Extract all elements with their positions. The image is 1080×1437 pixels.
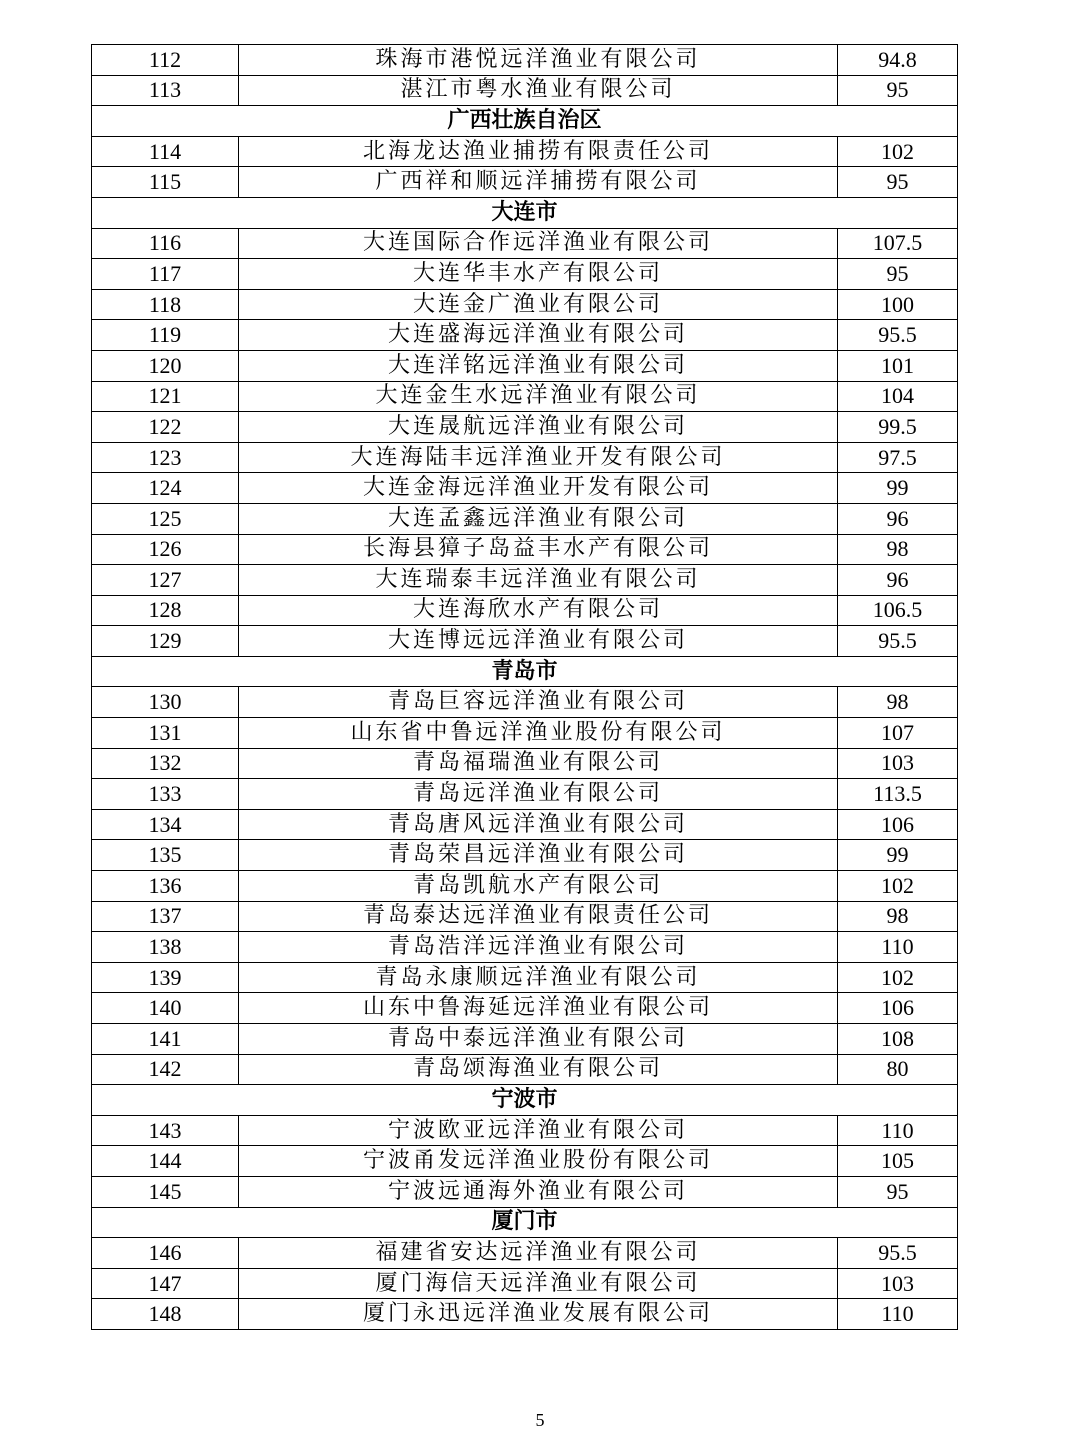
- serial-number-cell: 128: [92, 595, 239, 626]
- value-cell: 98: [838, 901, 958, 932]
- company-name-cell: 大连金海远洋渔业开发有限公司: [239, 473, 838, 504]
- value-cell: 99: [838, 840, 958, 871]
- value-cell: 99.5: [838, 412, 958, 443]
- region-name: 宁波市: [92, 1085, 958, 1116]
- value-cell: 105: [838, 1146, 958, 1177]
- serial-number-cell: 120: [92, 350, 239, 381]
- company-name-cell: 大连洋铭远洋渔业有限公司: [239, 350, 838, 381]
- region-header-row: [92, 1085, 958, 1116]
- serial-number-cell: 119: [92, 320, 239, 351]
- value-cell: 80: [838, 1054, 958, 1085]
- table-row: [92, 962, 958, 993]
- company-name-cell: 大连博远远洋渔业有限公司: [239, 626, 838, 657]
- table-row: [92, 381, 958, 412]
- fishery-company-table: [91, 44, 958, 1330]
- company-name-cell: 山东中鲁海延远洋渔业有限公司: [239, 993, 838, 1024]
- serial-number-cell: 130: [92, 687, 239, 718]
- value-cell: 101: [838, 350, 958, 381]
- serial-number-cell: 143: [92, 1115, 239, 1146]
- serial-number-cell: 132: [92, 748, 239, 779]
- table-row: [92, 350, 958, 381]
- company-name-cell: 青岛荣昌远洋渔业有限公司: [239, 840, 838, 871]
- serial-number-cell: 115: [92, 167, 239, 198]
- value-cell: 96: [838, 565, 958, 596]
- value-cell: 106.5: [838, 595, 958, 626]
- value-cell: 104: [838, 381, 958, 412]
- table-row: [92, 809, 958, 840]
- table-row: [92, 718, 958, 749]
- table-row: [92, 259, 958, 290]
- company-name-cell: 大连盛海远洋渔业有限公司: [239, 320, 838, 351]
- serial-number-cell: 142: [92, 1054, 239, 1085]
- table-row: [92, 1054, 958, 1085]
- company-name-cell: 青岛永康顺远洋渔业有限公司: [239, 962, 838, 993]
- table-row: [92, 289, 958, 320]
- serial-number-cell: 140: [92, 993, 239, 1024]
- table-row: [92, 871, 958, 902]
- serial-number-cell: 141: [92, 1024, 239, 1055]
- value-cell: 98: [838, 534, 958, 565]
- region-name: 厦门市: [92, 1207, 958, 1238]
- table-row: [92, 687, 958, 718]
- serial-number-cell: 125: [92, 503, 239, 534]
- value-cell: 110: [838, 1299, 958, 1330]
- serial-number-cell: 124: [92, 473, 239, 504]
- value-cell: 96: [838, 503, 958, 534]
- serial-number-cell: 131: [92, 718, 239, 749]
- value-cell: 108: [838, 1024, 958, 1055]
- company-name-cell: 青岛浩洋远洋渔业有限公司: [239, 932, 838, 963]
- table-row: [92, 534, 958, 565]
- company-name-cell: 宁波欧亚远洋渔业有限公司: [239, 1115, 838, 1146]
- table-row: [92, 1146, 958, 1177]
- company-name-cell: 大连海陆丰远洋渔业开发有限公司: [239, 442, 838, 473]
- company-name-cell: 山东省中鲁远洋渔业股份有限公司: [239, 718, 838, 749]
- serial-number-cell: 139: [92, 962, 239, 993]
- serial-number-cell: 116: [92, 228, 239, 259]
- region-name: 青岛市: [92, 656, 958, 687]
- table-row: [92, 473, 958, 504]
- serial-number-cell: 123: [92, 442, 239, 473]
- table-body: [92, 45, 958, 1330]
- value-cell: 99: [838, 473, 958, 504]
- serial-number-cell: 114: [92, 136, 239, 167]
- company-name-cell: 广西祥和顺远洋捕捞有限公司: [239, 167, 838, 198]
- company-name-cell: 大连孟鑫远洋渔业有限公司: [239, 503, 838, 534]
- value-cell: 95: [838, 75, 958, 106]
- serial-number-cell: 147: [92, 1268, 239, 1299]
- region-name: 大连市: [92, 197, 958, 228]
- company-name-cell: 大连金生水远洋渔业有限公司: [239, 381, 838, 412]
- table-row: [92, 320, 958, 351]
- value-cell: 94.8: [838, 45, 958, 76]
- value-cell: 106: [838, 993, 958, 1024]
- value-cell: 95: [838, 1176, 958, 1207]
- value-cell: 102: [838, 136, 958, 167]
- table-row: [92, 901, 958, 932]
- value-cell: 103: [838, 1268, 958, 1299]
- serial-number-cell: 144: [92, 1146, 239, 1177]
- table-row: [92, 503, 958, 534]
- serial-number-cell: 127: [92, 565, 239, 596]
- region-header-row: [92, 1207, 958, 1238]
- value-cell: 110: [838, 932, 958, 963]
- serial-number-cell: 122: [92, 412, 239, 443]
- serial-number-cell: 129: [92, 626, 239, 657]
- serial-number-cell: 121: [92, 381, 239, 412]
- company-name-cell: 大连华丰水产有限公司: [239, 259, 838, 290]
- table-row: [92, 442, 958, 473]
- table-row: [92, 595, 958, 626]
- serial-number-cell: 148: [92, 1299, 239, 1330]
- table-row: [92, 626, 958, 657]
- company-name-cell: 厦门永迅远洋渔业发展有限公司: [239, 1299, 838, 1330]
- company-name-cell: 青岛泰达远洋渔业有限责任公司: [239, 901, 838, 932]
- value-cell: 95.5: [838, 626, 958, 657]
- table-row: [92, 779, 958, 810]
- value-cell: 100: [838, 289, 958, 320]
- company-name-cell: 青岛凯航水产有限公司: [239, 871, 838, 902]
- table-row: [92, 75, 958, 106]
- company-name-cell: 青岛巨容远洋渔业有限公司: [239, 687, 838, 718]
- serial-number-cell: 113: [92, 75, 239, 106]
- table-row: [92, 136, 958, 167]
- page-number: 5: [535, 1410, 545, 1430]
- table-row: [92, 1024, 958, 1055]
- company-name-cell: 湛江市粤水渔业有限公司: [239, 75, 838, 106]
- table-row: [92, 748, 958, 779]
- table-row: [92, 1115, 958, 1146]
- value-cell: 95: [838, 259, 958, 290]
- table-row: [92, 1238, 958, 1269]
- company-name-cell: 宁波远通海外渔业有限公司: [239, 1176, 838, 1207]
- company-name-cell: 福建省安达远洋渔业有限公司: [239, 1238, 838, 1269]
- value-cell: 95.5: [838, 320, 958, 351]
- serial-number-cell: 117: [92, 259, 239, 290]
- serial-number-cell: 126: [92, 534, 239, 565]
- table-row: [92, 1176, 958, 1207]
- serial-number-cell: 118: [92, 289, 239, 320]
- company-name-cell: 青岛唐风远洋渔业有限公司: [239, 809, 838, 840]
- company-name-cell: 宁波甬发远洋渔业股份有限公司: [239, 1146, 838, 1177]
- serial-number-cell: 146: [92, 1238, 239, 1269]
- company-name-cell: 大连晟航远洋渔业有限公司: [239, 412, 838, 443]
- region-header-row: [92, 106, 958, 137]
- company-name-cell: 青岛福瑞渔业有限公司: [239, 748, 838, 779]
- value-cell: 95.5: [838, 1238, 958, 1269]
- company-name-cell: 大连瑞泰丰远洋渔业有限公司: [239, 565, 838, 596]
- serial-number-cell: 112: [92, 45, 239, 76]
- company-name-cell: 青岛远洋渔业有限公司: [239, 779, 838, 810]
- company-name-cell: 珠海市港悦远洋渔业有限公司: [239, 45, 838, 76]
- serial-number-cell: 145: [92, 1176, 239, 1207]
- table-row: [92, 412, 958, 443]
- value-cell: 95: [838, 167, 958, 198]
- table-row: [92, 1268, 958, 1299]
- company-name-cell: 青岛中泰远洋渔业有限公司: [239, 1024, 838, 1055]
- table-row: [92, 167, 958, 198]
- value-cell: 107.5: [838, 228, 958, 259]
- table-row: [92, 932, 958, 963]
- value-cell: 97.5: [838, 442, 958, 473]
- serial-number-cell: 136: [92, 871, 239, 902]
- company-name-cell: 厦门海信天远洋渔业有限公司: [239, 1268, 838, 1299]
- value-cell: 106: [838, 809, 958, 840]
- serial-number-cell: 133: [92, 779, 239, 810]
- region-name: 广西壮族自治区: [92, 106, 958, 137]
- company-name-cell: 大连海欣水产有限公司: [239, 595, 838, 626]
- table-row: [92, 1299, 958, 1330]
- company-name-cell: 青岛颂海渔业有限公司: [239, 1054, 838, 1085]
- value-cell: 102: [838, 871, 958, 902]
- value-cell: 103: [838, 748, 958, 779]
- value-cell: 110: [838, 1115, 958, 1146]
- table-row: [92, 228, 958, 259]
- table-row: [92, 45, 958, 76]
- value-cell: 98: [838, 687, 958, 718]
- region-header-row: [92, 656, 958, 687]
- serial-number-cell: 135: [92, 840, 239, 871]
- company-name-cell: 大连金广渔业有限公司: [239, 289, 838, 320]
- value-cell: 102: [838, 962, 958, 993]
- serial-number-cell: 137: [92, 901, 239, 932]
- table-row: [92, 840, 958, 871]
- serial-number-cell: 134: [92, 809, 239, 840]
- region-header-row: [92, 197, 958, 228]
- value-cell: 107: [838, 718, 958, 749]
- value-cell: 113.5: [838, 779, 958, 810]
- table-row: [92, 565, 958, 596]
- company-name-cell: 长海县獐子岛益丰水产有限公司: [239, 534, 838, 565]
- table-row: [92, 993, 958, 1024]
- serial-number-cell: 138: [92, 932, 239, 963]
- company-name-cell: 北海龙达渔业捕捞有限责任公司: [239, 136, 838, 167]
- company-name-cell: 大连国际合作远洋渔业有限公司: [239, 228, 838, 259]
